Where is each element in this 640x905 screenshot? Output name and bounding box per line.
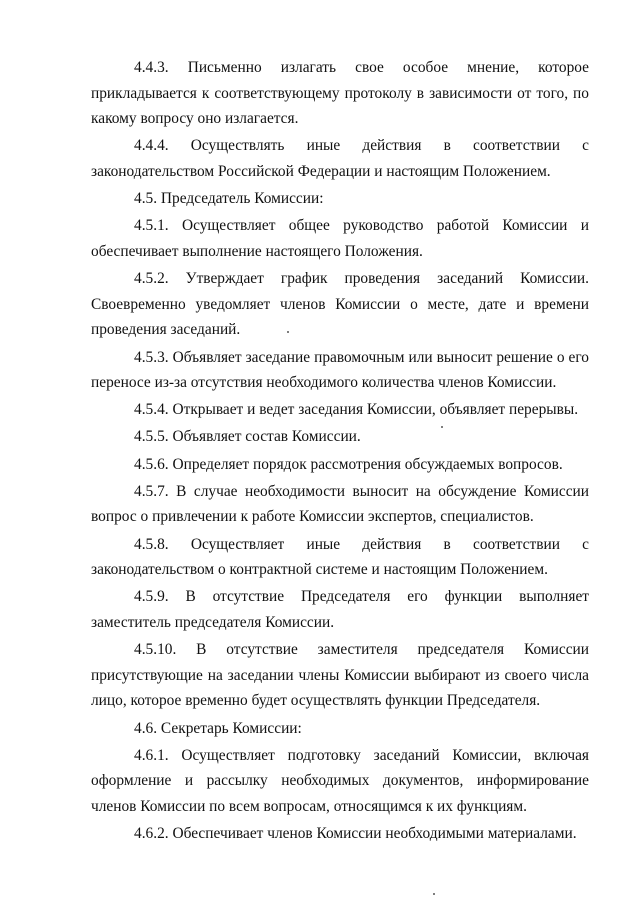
paragraph-4-5-5: 4.5.5. Объявляет состав Комиссии.: [134, 428, 361, 446]
paragraph-4-5: 4.5. Председатель Комиссии:: [134, 190, 324, 208]
document-body: [91, 55, 589, 848]
paragraph-4-5-1: 4.5.1. Осуществляет общее руководство работой Комиссии и обеспечивает выполнение настоящего Положения.: [91, 217, 589, 260]
paragraph-4-5-8: 4.5.8. Осуществляет иные действия в соответствии с законодательством о контрактной системе и настоящим Положением.: [91, 535, 589, 579]
paragraph-4-5-2: 4.5.2. Утверждает график проведения заседаний Комиссии. Своевременно уведомляет членов Комиссии о месте, дате и времени проведения заседаний.: [91, 270, 589, 339]
paragraph-4-6: 4.6. Секретарь Комиссии:: [134, 719, 302, 737]
paragraph-4-5-10: 4.5.10. В отсутствие заместителя председателя Комиссии присутствующие на заседании члены Комиссии выбирают из своего числа лицо, которое временно будет осуществлять функции Председателя.: [91, 641, 589, 710]
paragraph-4-5-3: 4.5.3. Объявляет заседание правомочным или выносит решение о его переносе из-за отсутствия необходимого количества членов Комиссии.: [91, 348, 589, 392]
paragraph-4-4-4: 4.4.4. Осуществлять иные действия в соответствии с законодательством Российской Федерации и настоящим Положением.: [91, 137, 589, 180]
scan-speck: [287, 331, 289, 333]
paragraph-4-5-4: 4.5.4. Открывает и ведет заседания Комиссии, объявляет перерывы.: [134, 401, 579, 419]
paragraph-4-5-6: 4.5.6. Определяет порядок рассмотрения обсуждаемых вопросов.: [134, 455, 563, 473]
scan-speck: [441, 426, 443, 428]
paragraph-4-6-1: 4.6.1. Осуществляет подготовку заседаний Комиссии, включая оформление и рассылку необходимых документов, информирование членов Комиссии по всем вопросам, относящимся к их функциям.: [91, 746, 589, 815]
paragraph-4-5-9: 4.5.9. В отсутствие Председателя его функции выполняет заместитель председателя Комиссии.: [91, 588, 589, 631]
scan-speck: [433, 893, 435, 895]
paragraph-4-5-7: 4.5.7. В случае необходимости выносит на обсуждение Комиссии вопрос о привлечении к работе Комиссии экспертов, специалистов.: [91, 482, 589, 526]
paragraph-4-4-3: 4.4.3. Письменно излагать свое особое мнение, которое прикладывается к соответствующему протоколу в зависимости от того, по какому вопросу оно излагается.: [91, 59, 589, 128]
paragraph-4-6-2: 4.6.2. Обеспечивает членов Комиссии необходимыми материалами.: [134, 825, 577, 843]
